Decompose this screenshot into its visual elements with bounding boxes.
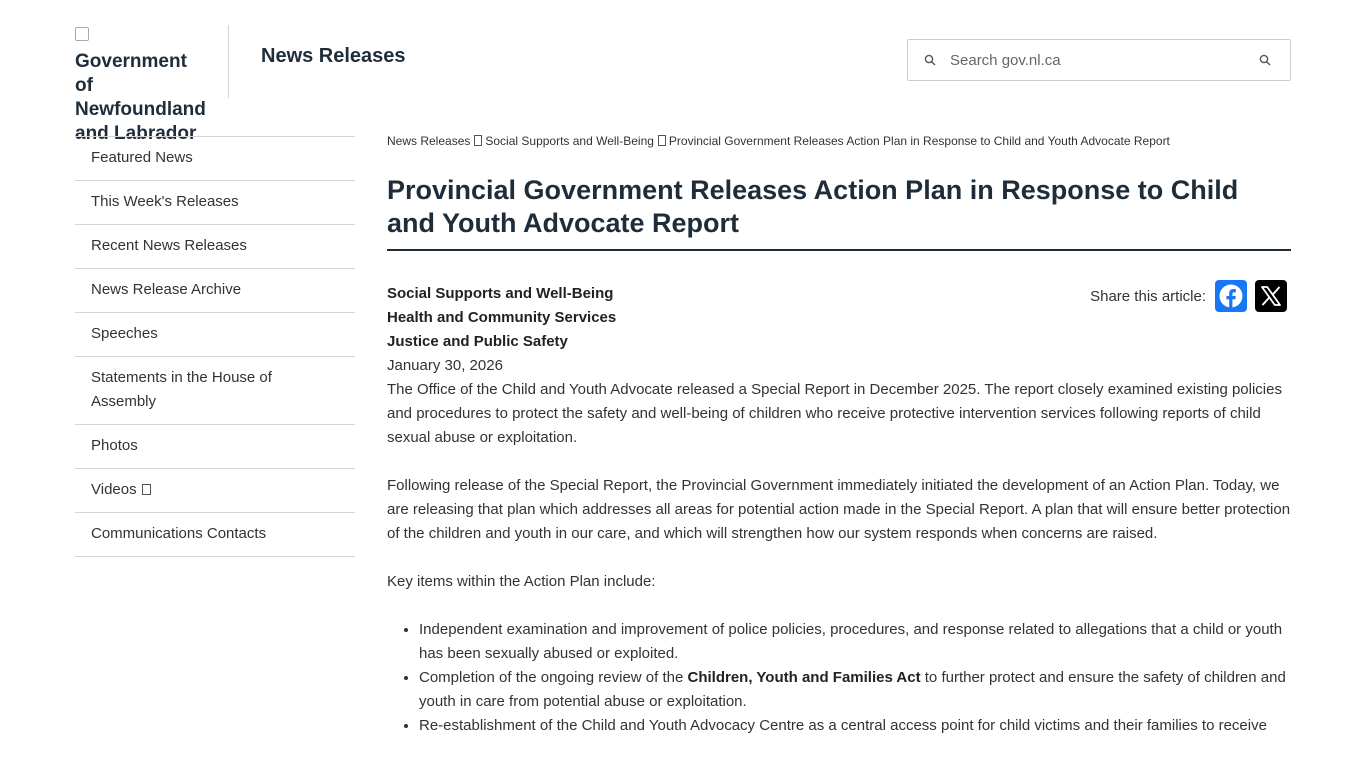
- action-plan-list: [387, 618, 1291, 738]
- nav-this-weeks-releases[interactable]: This Week's Releases: [75, 181, 355, 225]
- article-body: [387, 378, 1291, 738]
- facebook-icon: [1218, 283, 1244, 309]
- x-share-button[interactable]: [1255, 280, 1287, 312]
- nav-videos[interactable]: [75, 469, 355, 513]
- article-meta: [387, 282, 1291, 378]
- chevron-right-icon: [658, 135, 666, 146]
- government-logo[interactable]: [75, 27, 206, 144]
- breadcrumb-current: Provincial Government Releases Action Plan in Response to Child and Youth Advocate Report: [668, 134, 1170, 148]
- nav-videos-label: Videos: [91, 481, 137, 498]
- list-item: • Independent examination and improvement of police policies, procedures, and response related to allegations that a child or youth has been sexually abused or exploited.: [419, 618, 1291, 666]
- nav-news-release-archive[interactable]: News Release Archive: [75, 269, 355, 313]
- nav-recent-news-releases[interactable]: Recent News Releases: [75, 225, 355, 269]
- nav-statements-house-of-assembly[interactable]: Statements in the House of Assembly: [75, 357, 355, 425]
- department-3: Justice and Public Safety: [387, 333, 568, 350]
- breadcrumb: [387, 131, 1291, 151]
- facebook-share-button[interactable]: [1215, 280, 1247, 312]
- external-link-icon: [142, 484, 151, 495]
- share-label: Share this article:: [1090, 287, 1206, 305]
- nav-communications-contacts[interactable]: Communications Contacts: [75, 513, 355, 557]
- article-title: Provincial Government Releases Action Plan in Response to Child and Youth Advocate Report: [387, 174, 1291, 251]
- logo-alt-text: Government of Newfoundland and Labrador: [75, 51, 206, 144]
- paragraph-1: The Office of the Child and Youth Advocate released a Special Report in December 2025. The report closely examined existing policies and procedures to protect the safety and well-being of children who receive protective intervention services following reports of child sexual abuse or exploitation.: [387, 381, 1282, 446]
- breadcrumb-news-releases[interactable]: News Releases: [387, 134, 471, 148]
- list-item: • Completion of the ongoing review of the Children, Youth and Families Act to further protect and ensure the safety of children and youth in care from potential abuse or exploitation.: [419, 666, 1291, 714]
- department-2: Health and Community Services: [387, 309, 617, 326]
- nav-featured-news[interactable]: Featured News: [75, 137, 355, 181]
- x-icon: [1260, 285, 1282, 307]
- side-navigation: [75, 136, 355, 557]
- nav-speeches[interactable]: Speeches: [75, 313, 355, 357]
- broken-image-icon: [75, 27, 89, 41]
- publish-date: January 30, 2026: [387, 357, 503, 374]
- list-item: • Re-establishment of the Child and Youth Advocacy Centre as a central access point for child victims and their families to receive: [419, 714, 1291, 738]
- search-submit-icon[interactable]: [1258, 53, 1272, 67]
- paragraph-3: Key items within the Action Plan include:: [387, 573, 656, 590]
- breadcrumb-social-supports[interactable]: Social Supports and Well-Being: [485, 134, 654, 148]
- search-input[interactable]: [950, 52, 1258, 69]
- paragraph-2: Following release of the Special Report, the Provincial Government immediately initiated the development of an Action Plan. Today, we are releasing that plan which addresses all areas for potential action made in the Special Report. A plan that will ensure better protection of the children and youth in our care, and which will strengthen how our system responds when concerns are raised.: [387, 477, 1291, 542]
- chevron-right-icon: [474, 135, 482, 146]
- search-box[interactable]: [907, 39, 1291, 81]
- site-title[interactable]: News Releases: [261, 45, 406, 67]
- share-bar: [1090, 280, 1287, 312]
- main-content: [387, 131, 1291, 738]
- department-1: Social Supports and Well-Being: [387, 285, 614, 302]
- act-name: Children, Youth and Families Act: [687, 669, 921, 686]
- header-divider: [228, 25, 229, 98]
- search-icon: [923, 53, 937, 67]
- nav-photos[interactable]: Photos: [75, 425, 355, 469]
